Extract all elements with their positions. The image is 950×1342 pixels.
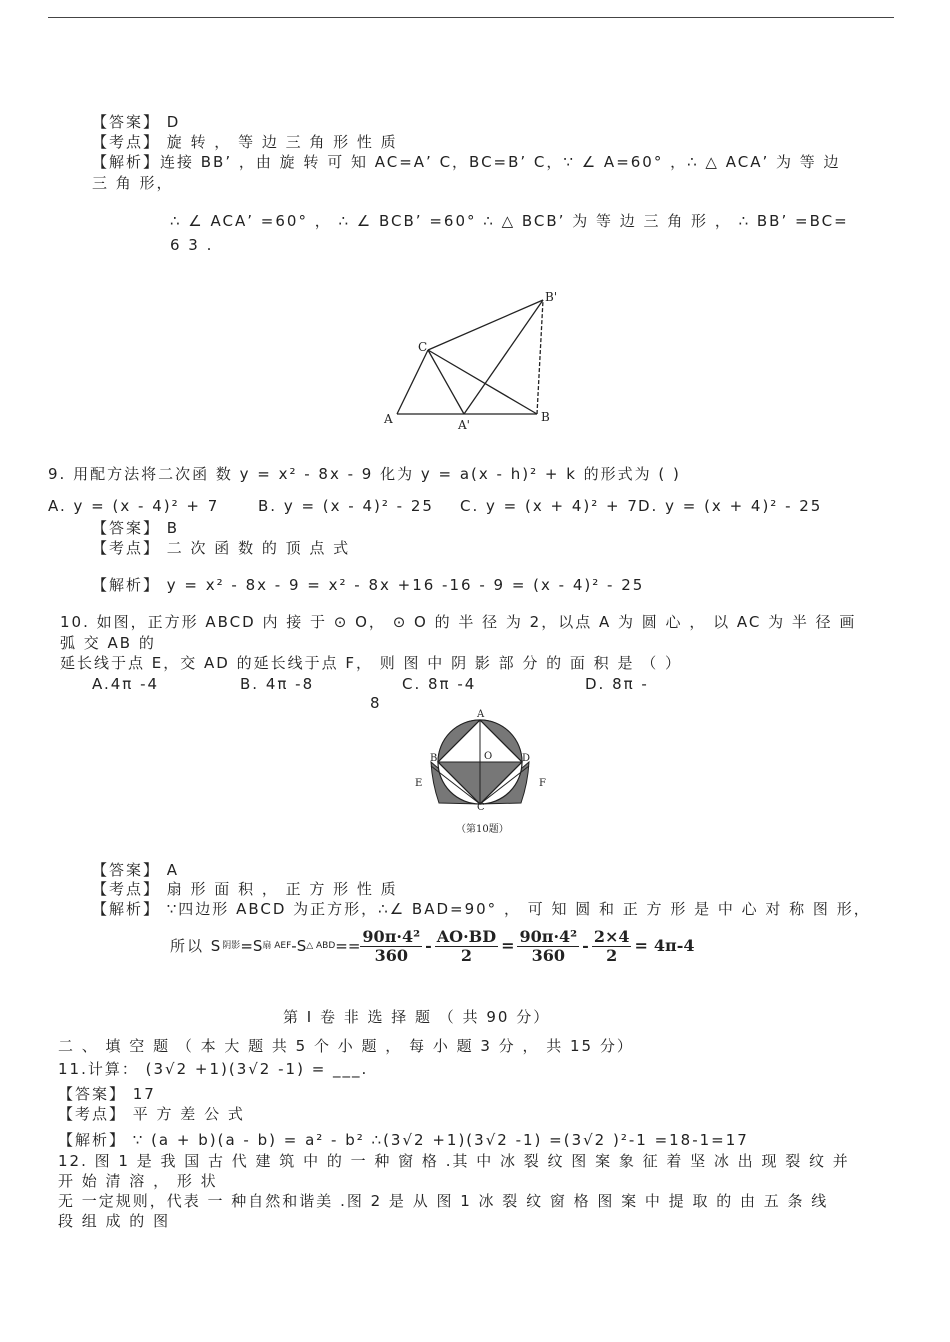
fraction-triangle-1-numerator: AO·BD bbox=[436, 926, 497, 946]
q8-label-c: C bbox=[418, 340, 428, 354]
q10-question-line3: 延长线于点 E，交 AD 的延长线于点 F， 则 图 中 阴 影 部 分 的 面 积 是 （ ） bbox=[60, 654, 682, 672]
q9-question: 9. 用配方法将二次函 数 y = x² - 8x - 9 化为 y = a(x - h)² + k 的形式为 ( ) bbox=[48, 465, 681, 483]
q8-analysis-line1: 【解析】连接 BB’ ，由 旋 转 可 知 AC=A’ C，BC=B’ C，∵ ∠ A=60° ，∴ △ ACA’ 为 等 边 bbox=[92, 153, 841, 171]
q10-option-d: D. 8π - bbox=[585, 675, 649, 693]
formula-sub-shaded: 阴影 bbox=[222, 941, 241, 951]
formula-sub-triangle: △ ABD bbox=[306, 941, 336, 951]
q10-area-formula: 所以 S 阴影 =S 扇 AEF -S △ ABD == $\frac{\text{90π·4²}}{360}$ - $\frac{AO\cdot BD}{2}$ = $\frac{\text{90π·4²}}{360}$ - $\frac{2\times 4}{2}$ = 4π-4 bbox=[170, 926, 695, 965]
q9-point: 【考点】 二 次 函 数 的 顶 点 式 bbox=[92, 539, 351, 557]
q10-label-e: E bbox=[415, 778, 423, 789]
segment-cb bbox=[428, 350, 537, 414]
fraction-triangle-1 bbox=[435, 928, 498, 965]
q8-point: 【考点】 旋 转 ， 等 边 三 角 形 性 质 bbox=[92, 133, 398, 151]
q10-label-a: A bbox=[477, 709, 485, 720]
formula-sub-sector: 扇 AEF bbox=[262, 941, 292, 951]
fraction-sector-2 bbox=[517, 928, 579, 965]
fraction-triangle-2 bbox=[592, 928, 632, 965]
q10-option-a: A.4π -4 bbox=[92, 675, 160, 693]
fraction-triangle-2-numerator: 2×4 bbox=[593, 926, 630, 946]
q11-point: 【考点】 平 方 差 公 式 bbox=[58, 1105, 245, 1123]
q9-option-a: A. y = (x - 4)² + 7 bbox=[48, 497, 220, 515]
fraction-sector-2-numerator: 90π·4² bbox=[519, 926, 578, 946]
q10-question-line2: 弧 交 AB 的 bbox=[60, 634, 156, 652]
q10-label-b: B bbox=[430, 753, 438, 764]
q10-option-d-tail: 8 bbox=[370, 694, 382, 712]
q9-analysis: 【解析】 y = x² - 8x - 9 = x² - 8x +16 -16 - 9 = (x - 4)² - 25 bbox=[92, 576, 645, 594]
q9-option-d: D. y = (x + 4)² - 25 bbox=[638, 497, 823, 515]
q9-option-c: C. y = (x + 4)² + 7 bbox=[460, 497, 639, 515]
fraction-sector-1-numerator: 90π·4² bbox=[362, 926, 421, 946]
q10-option-c: C. 8π -4 bbox=[402, 675, 477, 693]
segment-ac bbox=[397, 350, 428, 414]
q9-answer: 【答案】 B bbox=[92, 519, 180, 537]
fraction-sector-1-denominator: 360 bbox=[374, 945, 408, 965]
q12-line1: 12. 图 1 是 我 国 古 代 建 筑 中 的 一 种 窗 格 .其 中 冰 裂 纹 图 案 象 征 着 坚 冰 出 现 裂 纹 并 bbox=[58, 1152, 850, 1170]
formula-eq: =S bbox=[240, 937, 263, 955]
q8-analysis-line3: ∴ ∠ ACA’ =60° ， ∴ ∠ BCB’ =60° ∴ △ BCB’ 为 等 边 三 角 形 ， ∴ BB’ =BC= bbox=[170, 212, 849, 230]
formula-result: 4π-4 bbox=[653, 936, 695, 955]
header-rule bbox=[48, 17, 894, 18]
q10-point: 【考点】 扇 形 面 积 ， 正 方 形 性 质 bbox=[92, 880, 398, 898]
q8-label-a: A bbox=[384, 412, 393, 426]
fraction-triangle-1-denominator: 2 bbox=[460, 945, 472, 965]
formula-prefix: 所以 S bbox=[170, 937, 223, 955]
fraction-triangle-2-denominator: 2 bbox=[606, 945, 618, 965]
q12-line2: 开 始 清 溶 ， 形 状 bbox=[58, 1172, 218, 1190]
q8-label-b: B bbox=[541, 410, 550, 424]
segment-ca2 bbox=[428, 350, 464, 414]
q10-option-b: B. 4π -8 bbox=[240, 675, 315, 693]
q8-answer: 【答案】 D bbox=[92, 113, 181, 131]
q12-line3: 无 一定规则，代表 一 种自然和谐美 .图 2 是 从 图 1 冰 裂 纹 窗 格 图 案 中 提 取 的 由 五 条 线 bbox=[58, 1192, 829, 1210]
q10-figure-caption: （第10题） bbox=[456, 824, 509, 835]
fraction-sector-1 bbox=[360, 928, 422, 965]
q11-analysis: 【解析】 ∵ (a + b)(a - b) = a² - b² ∴(3√2 +1)(3√2 -1) =(3√2 )²-1 =18-1=17 bbox=[58, 1131, 749, 1149]
fraction-sector-2-denominator: 360 bbox=[531, 945, 566, 965]
q10-analysis-line1: 【解析】 ∵四边形 ABCD 为正方形，∴∠ BAD=90° ， 可 知 圆 和 正 方 形 是 中 心 对 称 图 形， bbox=[92, 900, 871, 918]
formula-eq2: == bbox=[335, 937, 361, 955]
section-part2-heading: 二 、 填 空 题 （ 本 大 题 共 5 个 小 题 ， 每 小 题 3 分 ， 共 15 分） bbox=[58, 1037, 634, 1055]
q8-label-a-prime: A' bbox=[458, 418, 470, 432]
section-title: 第 I 卷 非 选 择 题 （ 共 90 分） bbox=[283, 1008, 551, 1026]
q8-label-b-prime: B' bbox=[545, 290, 558, 304]
q9-option-b: B. y = (x - 4)² - 25 bbox=[258, 497, 434, 515]
q10-label-f: F bbox=[539, 778, 546, 789]
q10-label-o: O bbox=[484, 751, 493, 762]
q8-analysis-line4: 6 3 . bbox=[170, 236, 214, 254]
q10-label-c: C bbox=[477, 802, 485, 813]
q10-answer: 【答案】 A bbox=[92, 861, 180, 879]
q8-analysis-line2: 三 角 形， bbox=[92, 174, 174, 192]
segment-bb2 bbox=[537, 300, 543, 414]
q10-question-line1: 10. 如图，正方形 ABCD 内 接 于 ⊙ O， ⊙ O 的 半 径 为 2，以点 A 为 圆 心 ， 以 AC 为 半 径 画 bbox=[60, 613, 857, 631]
formula-minus: -S bbox=[291, 937, 307, 955]
q10-label-d: D bbox=[522, 753, 531, 764]
q11-question: 11.计算： (3√2 +1)(3√2 -1) = ___. bbox=[58, 1060, 369, 1078]
q11-answer: 【答案】 17 bbox=[58, 1085, 156, 1103]
q12-line4: 段 组 成 的 图 bbox=[58, 1212, 171, 1230]
